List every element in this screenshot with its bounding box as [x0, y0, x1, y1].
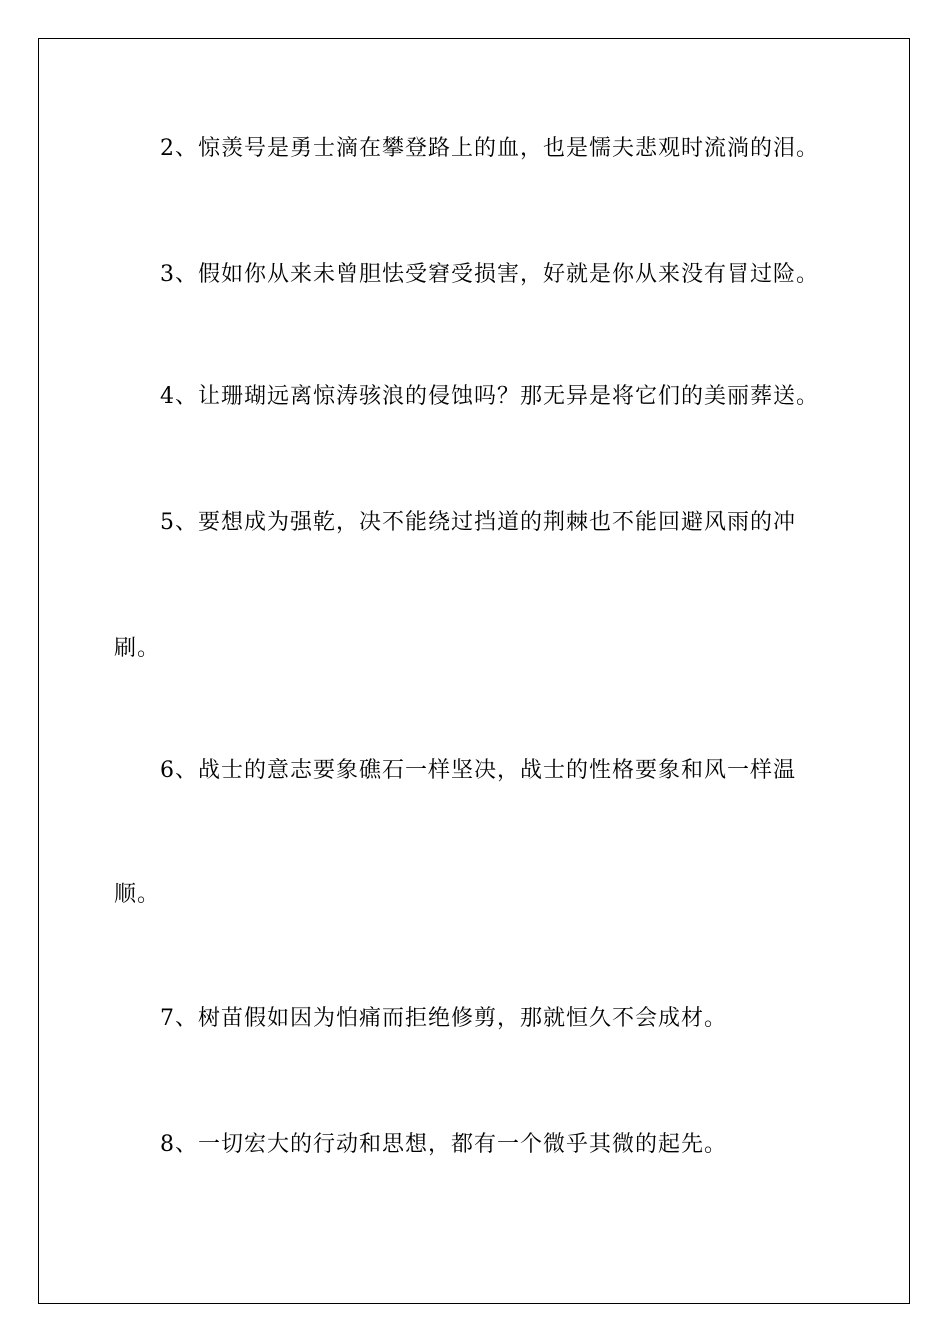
paragraph-line: 5、要想成为强乾，决不能绕过挡道的荆棘也不能回避风雨的冲 — [160, 510, 796, 535]
paragraph-line-continuation: 刷。 — [114, 636, 161, 661]
paragraph-line: 8、一切宏大的行动和思想，都有一个微乎其微的起先。 — [160, 1132, 727, 1157]
paragraph-line: 4、让珊瑚远离惊涛骇浪的侵蚀吗？那无异是将它们的美丽葬送。 — [160, 384, 819, 409]
paragraph-line: 2、惊羡号是勇士滴在攀登路上的血，也是懦夫悲观时流淌的泪。 — [160, 136, 819, 161]
paragraph-line: 7、树苗假如因为怕痛而拒绝修剪，那就恒久不会成材。 — [160, 1006, 727, 1031]
paragraph-line: 3、假如你从来未曾胆怯受窘受损害，好就是你从来没有冒过险。 — [160, 262, 819, 287]
paragraph-line-continuation: 顺。 — [114, 882, 161, 907]
page-border — [38, 38, 910, 1304]
paragraph-line: 6、战士的意志要象礁石一样坚决，战士的性格要象和风一样温 — [160, 758, 796, 783]
